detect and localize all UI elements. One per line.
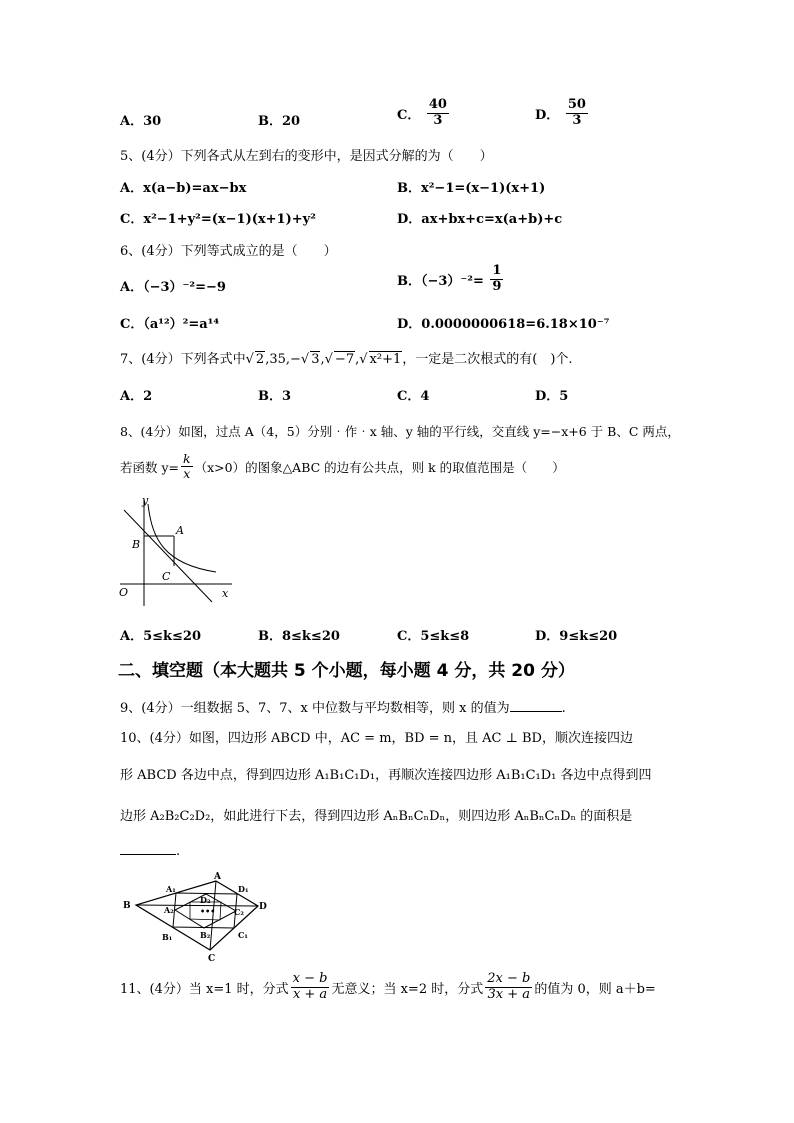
fig10-c: C bbox=[208, 954, 216, 962]
fig8-x-label: x bbox=[222, 587, 229, 600]
q8-stem-line2: 若函数 y= $\frac{k}{x}$ （x>0）的图象△ABC 的边有公共点，则 k 的取值范围是（ ） bbox=[120, 451, 565, 482]
fig10-d: D bbox=[259, 902, 267, 912]
q7-option-d: D．5 bbox=[535, 389, 569, 404]
q6-option-b: B．（−3）⁻²= $\frac{1}{9}$ bbox=[397, 263, 502, 294]
q8-stem-line1: 8、(4分）如图，过点 A（4，5）分别‧作‧x 轴、y 轴的平行线，交直线 y=−x+6 于 B、C 两点， bbox=[120, 424, 680, 439]
q6-option-a: A．（−3）⁻²=−9 bbox=[120, 280, 226, 295]
q6-stem: 6、(4分）下列等式成立的是（ ） bbox=[120, 244, 337, 259]
q10-line2: 形 ABCD 各边中点，得到四边形 A₁B₁C₁D₁，再顺次连接四边形 A₁B₁C₁D₁ 各边中点得到四 bbox=[120, 768, 652, 783]
q4-option-a: A．30 bbox=[120, 114, 162, 129]
q4-d-denominator: 3 bbox=[572, 112, 582, 128]
q7-option-c: C．4 bbox=[397, 389, 430, 404]
q10-figure bbox=[120, 870, 270, 962]
q5-option-d: D．ax+bx+c=x(a+b)+c bbox=[397, 212, 563, 227]
q5-option-a: A．x(a−b)=ax−bx bbox=[120, 181, 247, 196]
q11-stem: 11、(4分）当 x=1 时，分式 $\frac{x - b}{x + a}$ 无意义；当 x=2 时，分式 $\frac{2x - b}{3x + a}$ 的值为 0，则 a＋b= bbox=[120, 971, 656, 1002]
q4-c-numerator: 40 bbox=[428, 97, 447, 112]
q5-stem: 5、(4分）下列各式从左到右的变形中，是因式分解的为（ ） bbox=[120, 149, 493, 164]
fig10-d2: D₂ bbox=[200, 895, 211, 905]
q4-d-numerator: 50 bbox=[567, 97, 586, 112]
fig10-dots: ••• bbox=[200, 906, 216, 916]
q9-answer-blank[interactable] bbox=[510, 699, 562, 712]
section-title: 二、填空题（本大题共 5 个小题，每小题 4 分，共 20 分） bbox=[118, 661, 575, 681]
q7-stem: 7、(4分）下列各式中√ 2,35,−√ 3,√ −7,√ x²+1，一定是二次根式的有( )个. bbox=[120, 352, 573, 367]
fig10-b2: B₂ bbox=[200, 930, 211, 940]
q5-option-b: B．x²−1=(x−1)(x+1) bbox=[397, 181, 546, 196]
fig10-a1: A₁ bbox=[166, 884, 176, 894]
q4-option-c: C． $\frac{40}{3}$ bbox=[397, 97, 447, 128]
q8-option-b: B．8≤k≤20 bbox=[258, 629, 340, 644]
q6-option-d: D．0.0000000618=6.18×10⁻⁷ bbox=[397, 317, 610, 332]
q4-c-denominator: 3 bbox=[433, 112, 443, 128]
q8-option-d: D．9≤k≤20 bbox=[535, 629, 618, 644]
q8-option-a: A．5≤k≤20 bbox=[120, 629, 202, 644]
q8-option-c: C．5≤k≤8 bbox=[397, 629, 470, 644]
q6-option-c: C．（a¹²）²=a¹⁴ bbox=[120, 317, 220, 332]
fig10-a: A bbox=[214, 872, 221, 882]
q9-stem: 9、(4分）一组数据 5、7、7、x 中位数与平均数相等，则 x 的值为 . bbox=[120, 701, 566, 716]
fig10-c1: C₁ bbox=[238, 930, 248, 940]
q10-line1: 10、(4分）如图，四边形 ABCD 中，AC = m，BD = n，且 AC ⊥ BD，顺次连接四边 bbox=[120, 731, 633, 746]
q10-answer-line: . bbox=[120, 842, 180, 859]
fig10-b: B bbox=[123, 901, 131, 911]
fig8-point-a: A bbox=[176, 524, 184, 537]
q4-option-d: D． $\frac{50}{3}$ bbox=[535, 97, 586, 128]
fig10-c2: C₂ bbox=[234, 907, 244, 917]
fig10-b1: B₁ bbox=[162, 932, 173, 942]
q7-option-b: B．3 bbox=[258, 389, 292, 404]
fig10-a2: A₂ bbox=[164, 905, 174, 915]
fig8-point-b: B bbox=[132, 538, 141, 551]
q4-option-b: B．20 bbox=[258, 114, 301, 129]
q7-option-a: A．2 bbox=[120, 389, 153, 404]
fig8-y-label: y bbox=[142, 494, 149, 507]
fig10-d1: D₁ bbox=[238, 884, 249, 894]
fig8-origin-label: O bbox=[119, 586, 129, 599]
q8-figure bbox=[116, 494, 236, 610]
q5-option-c: C．x²−1+y²=(x−1)(x+1)+y² bbox=[120, 212, 316, 227]
q10-line3: 边形 A₂B₂C₂D₂，如此进行下去，得到四边形 AₙBₙCₙDₙ，则四边形 AₙBₙCₙDₙ 的面积是 bbox=[120, 809, 633, 824]
fig8-point-c: C bbox=[162, 570, 171, 583]
q10-answer-blank[interactable] bbox=[120, 842, 176, 855]
